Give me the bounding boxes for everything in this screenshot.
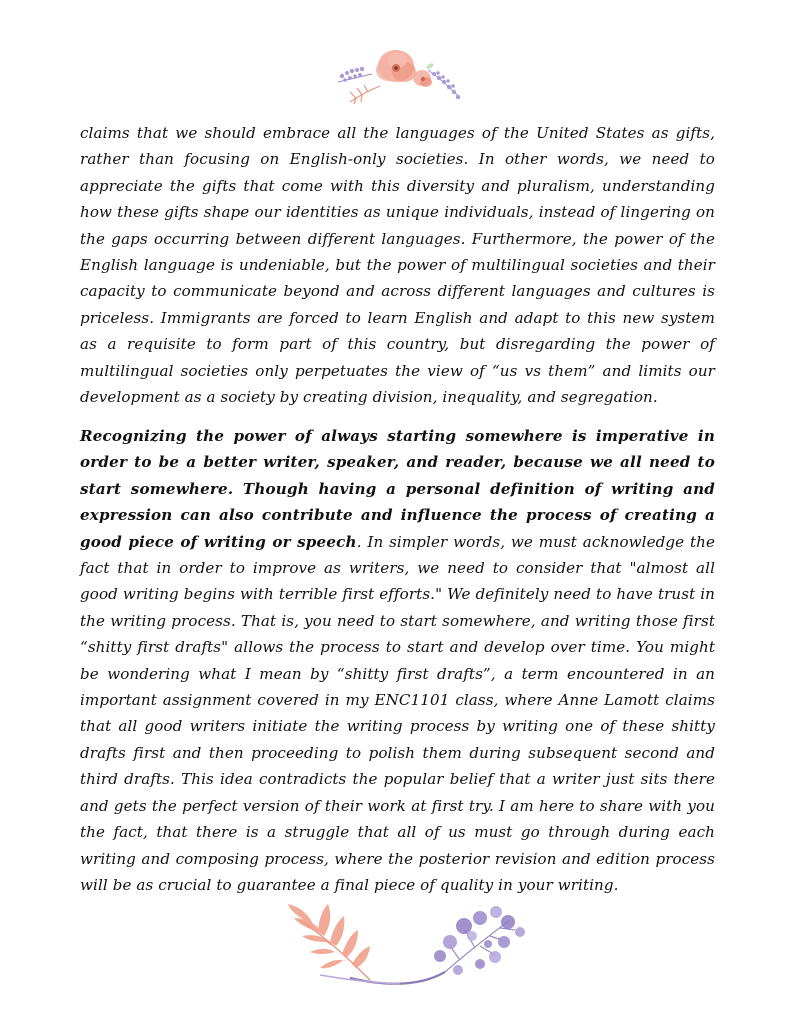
body-paragraph-2 (80, 423, 715, 898)
floral-bottom-icon (280, 900, 540, 995)
floral-top-icon (330, 40, 470, 110)
bold-lead-sentence: Recognizing the power of always starting somewhere is imperative in order to be a better writer, speaker, and reader, because we all need to start somewhere. Though having a personal definition of writing and expression can also contribute and influence the process of creating a good piece of writing or speech (80, 427, 715, 551)
paragraph-2-continuation: . In simpler words, we must acknowledge the fact that in order to improve as writers, we need to consider that "almost all good writing begins with terrible first efforts." We definitely need to have trust in the writing process. That is, you need to start somewhere, and writing those first “shitty first drafts" allows the process to start and develop over time. You might be wondering what I mean by “shitty first drafts”, a term encountered in an important assignment covered in my ENC1101 class, where Anne Lamott claims that all good writers initiate the writing process by writing one of these shitty drafts first and then proceeding to polish them during subsequent second and third drafts. This idea contradicts the popular belief that a writer just sits there and gets the perfect version of their work at first try. I am here to share with you the fact, that there is a struggle that all of us must go through during each writing and composing process, where the posterior revision and edition process will be as crucial to guarantee a final piece of quality in your writing. (80, 532, 715, 894)
body-paragraph-1: claims that we should embrace all the languages of the United States as gifts, rather than focusing on English-only societies. In other words, we need to appreciate the gifts that come with this diversity and pluralism, understanding how these gifts shape our identities as unique individuals, instead of lingering on the gaps occurring between different languages. Furthermore, the power of the English language is undeniable, but the power of multilingual societies and their capacity to communicate beyond and across different languages and cultures is priceless. Immigrants are forced to learn English and adapt to this new system as a requisite to form part of this country, but disregarding the power of multilingual societies only perpetuates the view of “us vs them” and limits our development as a society by creating division, inequality, and segregation. (80, 124, 715, 407)
